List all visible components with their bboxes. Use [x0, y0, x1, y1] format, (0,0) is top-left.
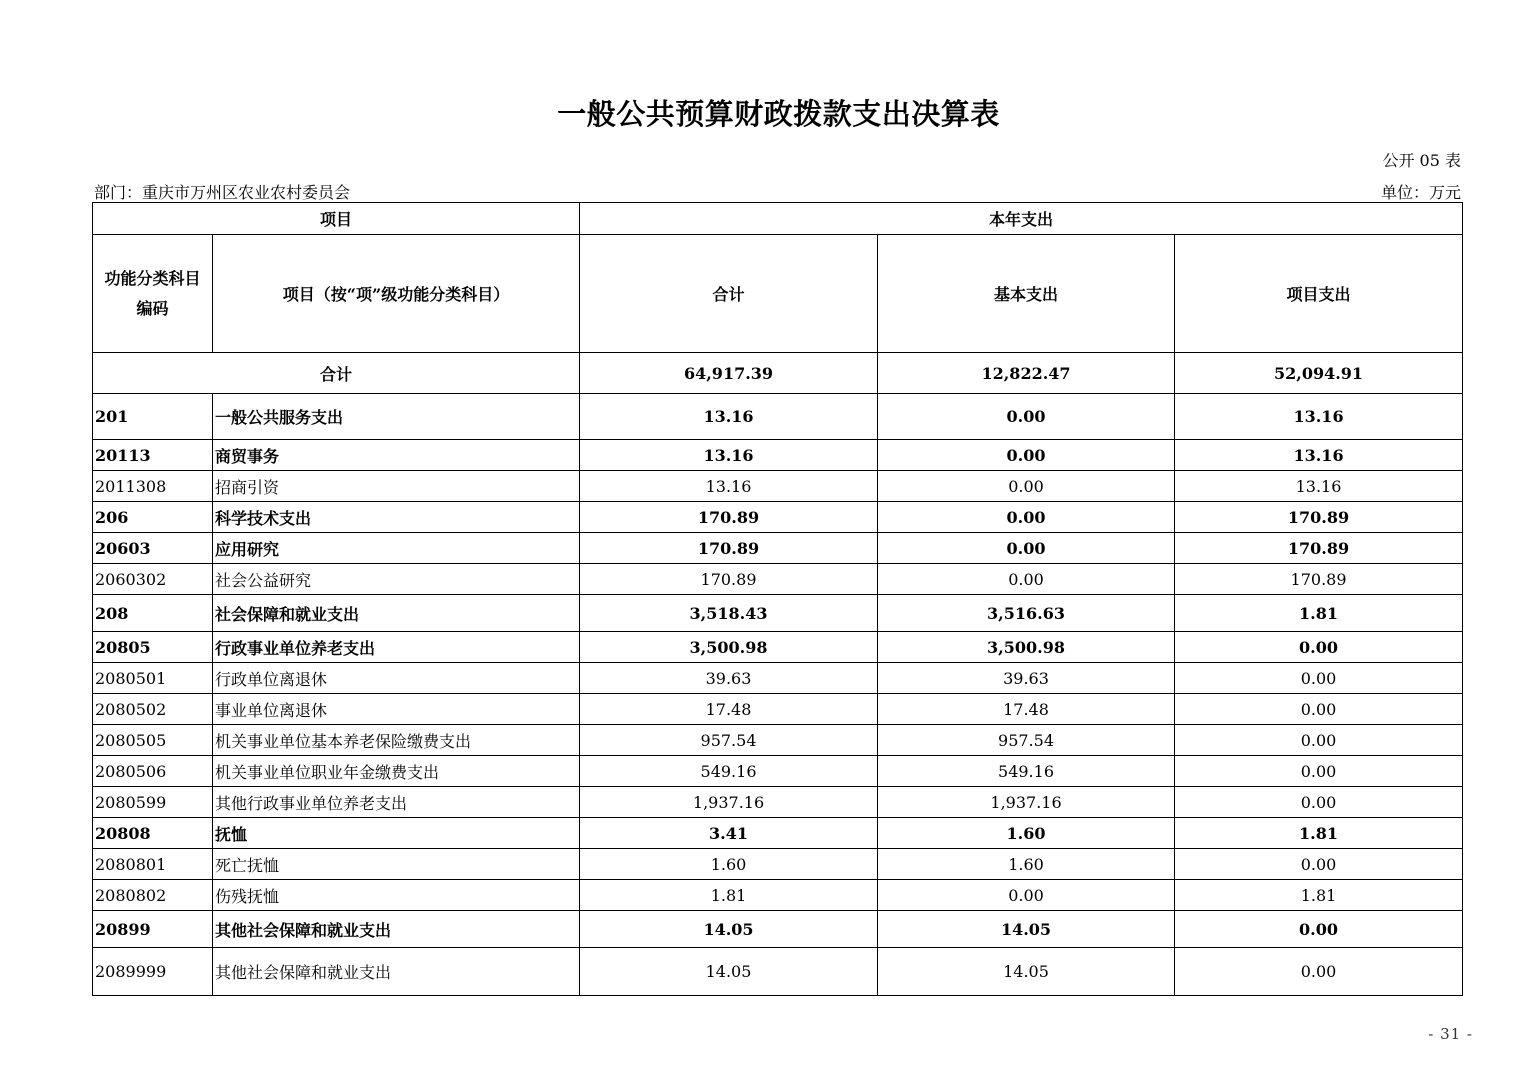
row-total: 1.60 — [580, 849, 878, 880]
unit-label: 单位：万元 — [1380, 183, 1461, 202]
row-project: 1.81 — [1175, 595, 1463, 632]
row-project: 0.00 — [1175, 694, 1463, 725]
table-row — [93, 787, 1463, 818]
row-project: 13.16 — [1175, 394, 1463, 440]
row-code: 2060302 — [93, 564, 213, 595]
total-sum: 64,917.39 — [580, 353, 878, 394]
row-code: 20805 — [93, 632, 213, 663]
row-code: 2080502 — [93, 694, 213, 725]
row-name: 应用研究 — [213, 533, 580, 564]
table-row — [93, 911, 1463, 948]
row-code: 206 — [93, 502, 213, 533]
row-basic: 0.00 — [878, 440, 1175, 471]
table-row — [93, 849, 1463, 880]
row-name: 抚恤 — [213, 818, 580, 849]
row-total: 17.48 — [580, 694, 878, 725]
row-total: 549.16 — [580, 756, 878, 787]
row-name: 社会公益研究 — [213, 564, 580, 595]
total-row — [93, 353, 1463, 394]
row-total: 1.81 — [580, 880, 878, 911]
table-row — [93, 595, 1463, 632]
row-project: 0.00 — [1175, 911, 1463, 948]
row-total: 14.05 — [580, 948, 878, 996]
row-name: 招商引资 — [213, 471, 580, 502]
row-code: 2080599 — [93, 787, 213, 818]
table-row — [93, 533, 1463, 564]
row-name: 机关事业单位基本养老保险缴费支出 — [213, 725, 580, 756]
header-row-1 — [93, 203, 1463, 235]
total-project: 52,094.91 — [1175, 353, 1463, 394]
row-total: 170.89 — [580, 502, 878, 533]
row-name: 行政事业单位养老支出 — [213, 632, 580, 663]
row-project: 1.81 — [1175, 880, 1463, 911]
row-code: 2080801 — [93, 849, 213, 880]
row-code: 2080505 — [93, 725, 213, 756]
header-basic: 基本支出 — [878, 235, 1175, 353]
row-total: 39.63 — [580, 663, 878, 694]
row-basic: 549.16 — [878, 756, 1175, 787]
row-basic: 0.00 — [878, 502, 1175, 533]
table-row — [93, 663, 1463, 694]
expenditure-table — [92, 202, 1463, 996]
row-project: 170.89 — [1175, 502, 1463, 533]
row-total: 3,500.98 — [580, 632, 878, 663]
row-project: 0.00 — [1175, 663, 1463, 694]
row-name: 行政单位离退休 — [213, 663, 580, 694]
row-name: 社会保障和就业支出 — [213, 595, 580, 632]
row-name: 伤残抚恤 — [213, 880, 580, 911]
row-code: 20899 — [93, 911, 213, 948]
header-row-2 — [93, 235, 1463, 353]
row-code: 208 — [93, 595, 213, 632]
row-code: 20603 — [93, 533, 213, 564]
row-name: 死亡抚恤 — [213, 849, 580, 880]
row-basic: 17.48 — [878, 694, 1175, 725]
row-name: 机关事业单位职业年金缴费支出 — [213, 756, 580, 787]
row-basic: 0.00 — [878, 471, 1175, 502]
row-basic: 14.05 — [878, 911, 1175, 948]
row-total: 170.89 — [580, 564, 878, 595]
row-basic: 0.00 — [878, 880, 1175, 911]
row-total: 3.41 — [580, 818, 878, 849]
row-basic: 3,500.98 — [878, 632, 1175, 663]
row-name: 其他社会保障和就业支出 — [213, 911, 580, 948]
row-project: 0.00 — [1175, 849, 1463, 880]
row-basic: 3,516.63 — [878, 595, 1175, 632]
row-code: 2011308 — [93, 471, 213, 502]
row-code: 201 — [93, 394, 213, 440]
table-row — [93, 948, 1463, 996]
row-total: 13.16 — [580, 394, 878, 440]
row-name: 事业单位离退休 — [213, 694, 580, 725]
table-row — [93, 440, 1463, 471]
row-project: 13.16 — [1175, 440, 1463, 471]
row-project: 1.81 — [1175, 818, 1463, 849]
row-name: 其他社会保障和就业支出 — [213, 948, 580, 996]
row-name: 其他行政事业单位养老支出 — [213, 787, 580, 818]
row-basic: 39.63 — [878, 663, 1175, 694]
row-basic: 0.00 — [878, 533, 1175, 564]
header-project-expense: 项目支出 — [1175, 235, 1463, 353]
header-code — [93, 235, 213, 353]
row-total: 957.54 — [580, 725, 878, 756]
row-project: 13.16 — [1175, 471, 1463, 502]
total-label: 合计 — [93, 353, 580, 394]
row-basic: 957.54 — [878, 725, 1175, 756]
row-project: 0.00 — [1175, 787, 1463, 818]
row-total: 1,937.16 — [580, 787, 878, 818]
header-item-name: 项目（按“项”级功能分类科目） — [213, 235, 580, 353]
row-project: 0.00 — [1175, 725, 1463, 756]
row-total: 13.16 — [580, 471, 878, 502]
table-row — [93, 564, 1463, 595]
table-row — [93, 818, 1463, 849]
header-project: 项目 — [93, 203, 580, 235]
table-row — [93, 880, 1463, 911]
total-basic: 12,822.47 — [878, 353, 1175, 394]
row-total: 13.16 — [580, 440, 878, 471]
row-total: 14.05 — [580, 911, 878, 948]
row-project: 0.00 — [1175, 948, 1463, 996]
table-row — [93, 632, 1463, 663]
row-basic: 1.60 — [878, 818, 1175, 849]
row-name: 一般公共服务支出 — [213, 394, 580, 440]
row-total: 170.89 — [580, 533, 878, 564]
row-name: 科学技术支出 — [213, 502, 580, 533]
table-row — [93, 502, 1463, 533]
row-code: 20808 — [93, 818, 213, 849]
header-total: 合计 — [580, 235, 878, 353]
row-code: 2080506 — [93, 756, 213, 787]
page-number: - 31 - — [1428, 1025, 1473, 1043]
row-code: 2080802 — [93, 880, 213, 911]
department-label: 部门：重庆市万州区农业农村委员会 — [94, 183, 351, 202]
row-project: 0.00 — [1175, 756, 1463, 787]
row-project: 0.00 — [1175, 632, 1463, 663]
row-basic: 1,937.16 — [878, 787, 1175, 818]
row-basic: 0.00 — [878, 564, 1175, 595]
table-row — [93, 471, 1463, 502]
row-code: 2089999 — [93, 948, 213, 996]
header-current-year: 本年支出 — [580, 203, 1463, 235]
table-row — [93, 694, 1463, 725]
table-row — [93, 725, 1463, 756]
header-code-line1: 功能分类科目 — [104, 268, 201, 288]
table-row — [93, 394, 1463, 440]
row-project: 170.89 — [1175, 564, 1463, 595]
row-basic: 14.05 — [878, 948, 1175, 996]
form-id: 公开 05 表 — [1382, 151, 1461, 170]
row-total: 3,518.43 — [580, 595, 878, 632]
row-basic: 0.00 — [878, 394, 1175, 440]
row-code: 2080501 — [93, 663, 213, 694]
row-project: 170.89 — [1175, 533, 1463, 564]
row-name: 商贸事务 — [213, 440, 580, 471]
table-row — [93, 756, 1463, 787]
row-basic: 1.60 — [878, 849, 1175, 880]
header-code-line2: 编码 — [136, 298, 169, 318]
row-code: 20113 — [93, 440, 213, 471]
page-title: 一般公共预算财政拨款支出决算表 — [557, 97, 1000, 131]
